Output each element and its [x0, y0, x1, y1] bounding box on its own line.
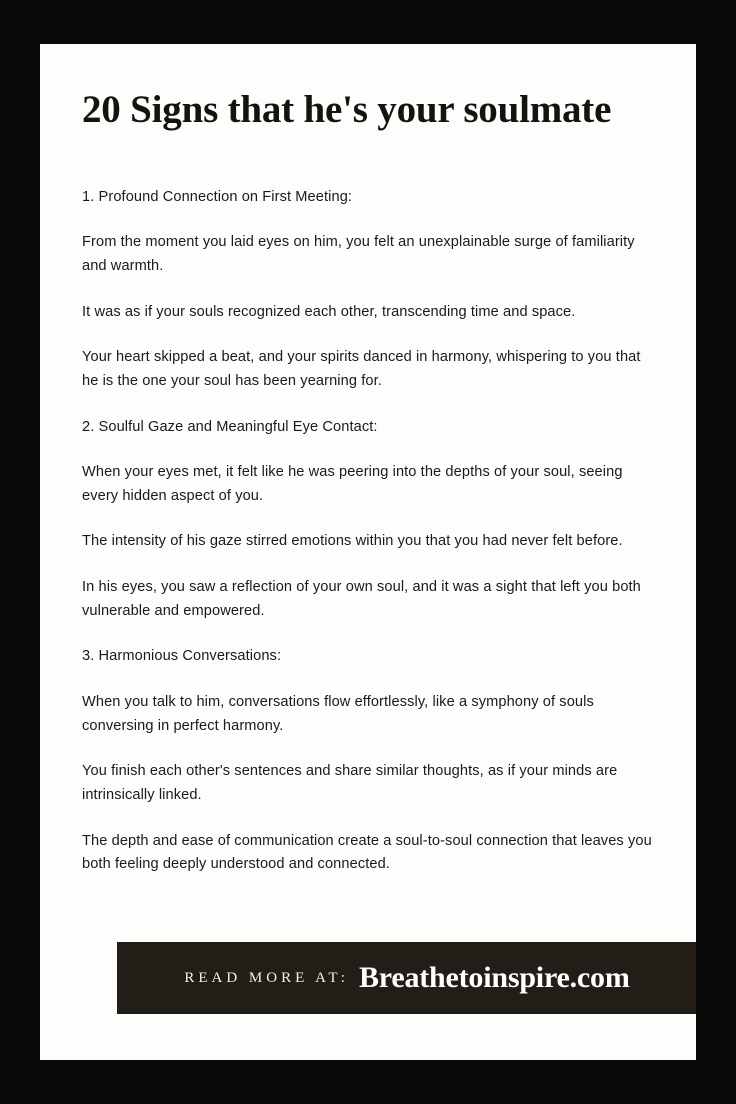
paragraph: 3. Harmonious Conversations: — [82, 648, 282, 665]
footer-read-more-label: READ MORE AT: — [184, 969, 349, 986]
page-title: 20 Signs that he's your soulmate — [82, 88, 612, 131]
paragraph: The intensity of his gaze stirred emotions within you that you had never felt before. — [82, 533, 623, 550]
paragraph: From the moment you laid eyes on him, you felt an unexplainable surge of familiarity and warmth. — [82, 234, 635, 274]
paragraph: 2. Soulful Gaze and Meaningful Eye Contact: — [82, 418, 378, 435]
article-body — [82, 186, 654, 877]
paragraph: You finish each other's sentences and share similar thoughts, as if your minds are intrinsically linked. — [82, 763, 618, 803]
footer-cta-bar — [117, 942, 696, 1014]
paragraph: It was as if your souls recognized each other, transcending time and space. — [82, 303, 576, 320]
footer-site-name: Breathetoinspire.com — [358, 961, 630, 994]
paragraph: When you talk to him, conversations flow effortlessly, like a symphony of souls conversing in perfect harmony. — [82, 694, 594, 734]
poster-card — [40, 44, 696, 1060]
paragraph: Your heart skipped a beat, and your spirits danced in harmony, whispering to you that he is the one your soul has been yearning for. — [82, 349, 641, 389]
paragraph: 1. Profound Connection on First Meeting: — [82, 188, 353, 205]
paragraph: When your eyes met, it felt like he was peering into the depths of your soul, seeing every hidden aspect of you. — [82, 464, 623, 504]
paragraph: In his eyes, you saw a reflection of your own soul, and it was a sight that left you both vulnerable and empowered. — [82, 579, 641, 619]
paragraph: The depth and ease of communication create a soul-to-soul connection that leaves you both feeling deeply understood and connected. — [82, 832, 652, 873]
